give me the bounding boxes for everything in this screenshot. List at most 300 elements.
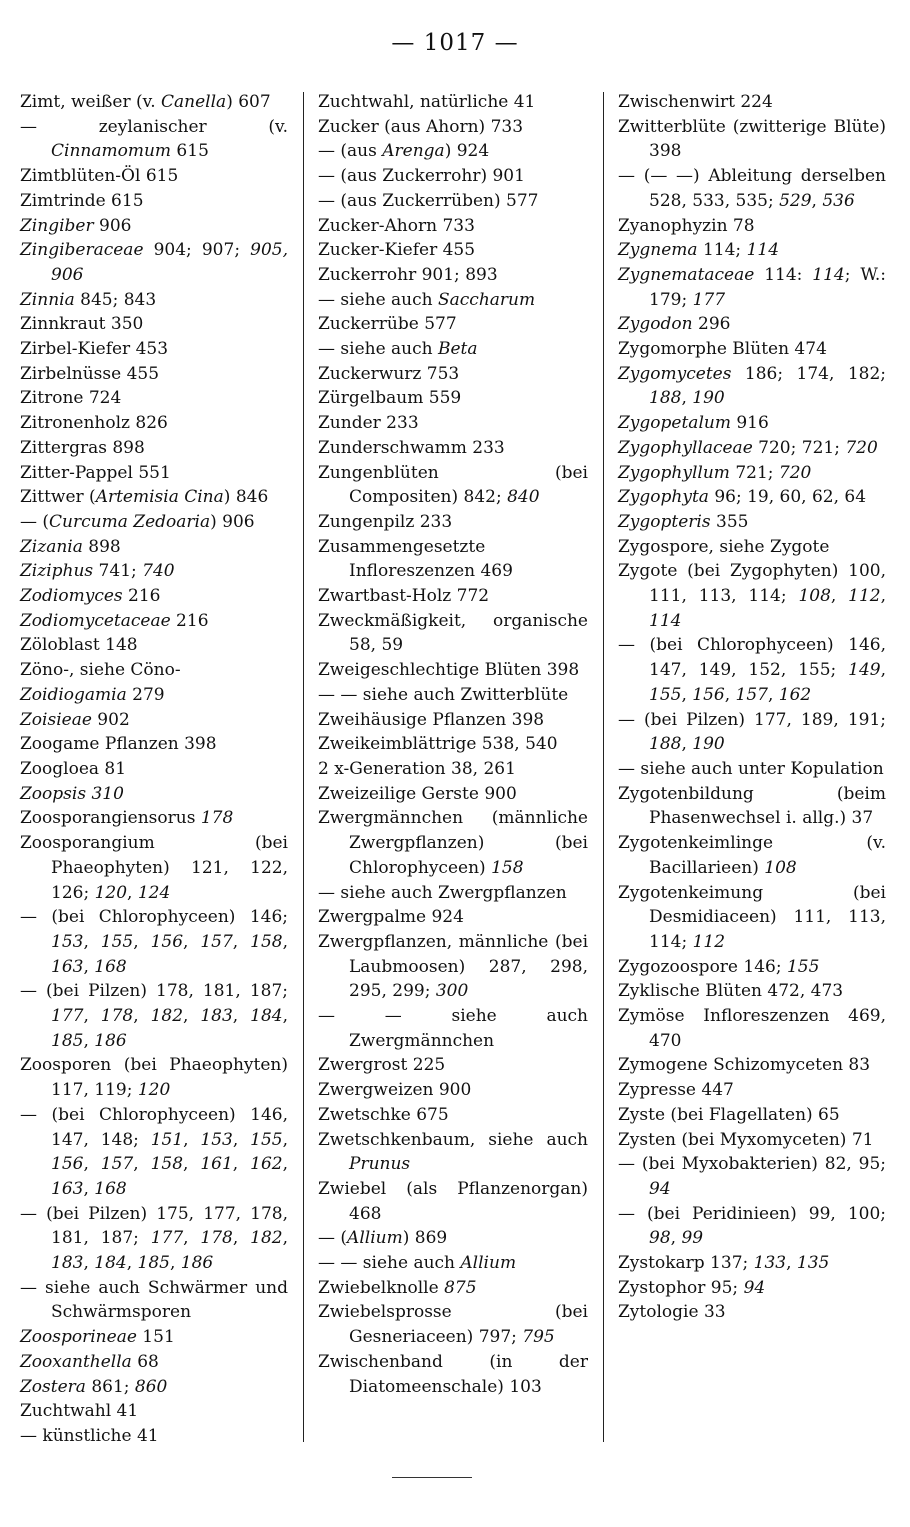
index-entry [20, 1424, 288, 1449]
index-entry-text: , [811, 190, 823, 211]
index-entry-text: Zygospore, siehe Zygote [618, 536, 830, 557]
index-entry [618, 362, 886, 411]
index-entry [20, 1375, 288, 1400]
index-entry-text: 168 [94, 1178, 127, 1199]
index-entry-text: , [183, 1129, 201, 1150]
index-entry-text: 99 [681, 1228, 704, 1249]
index-entry-text: 216 [122, 586, 161, 607]
index-entry [618, 1202, 886, 1251]
index-entry-text: Zyste (bei Flagellaten) 65 [618, 1104, 840, 1125]
index-entry-text: Zytologie 33 [618, 1302, 726, 1323]
index-entry-text: Zucker-Kiefer 455 [318, 240, 476, 261]
index-entry-text: Zweihäusige Pflanzen 398 [318, 709, 545, 730]
index-entry [318, 436, 588, 461]
index-entry-text: Zygophyta [618, 487, 709, 508]
column-divider [303, 92, 304, 1442]
index-entry [618, 1128, 886, 1153]
index-entry-text: 151 [150, 1129, 184, 1150]
index-entry [318, 806, 588, 880]
index-entry [318, 214, 588, 239]
index-entry-text: , [183, 1228, 201, 1249]
index-entry [318, 1103, 588, 1128]
index-entry-text: 188 [649, 388, 682, 409]
index-entry-text: , [786, 1253, 797, 1274]
index-entry-text: 114 [812, 264, 845, 285]
index-entry-text: Zingiberaceae [20, 240, 144, 261]
index-entry-text: 177 [150, 1228, 184, 1249]
index-entry-text: Zirbelnüsse 455 [20, 363, 160, 384]
index-entry-text: Zweckmäßigkeit, organische 58, 59 [318, 610, 588, 656]
index-entry-text: 163 [51, 956, 84, 977]
index-entry-text: Zuckerwurz 753 [318, 363, 460, 384]
index-entry-text: 906 [93, 215, 132, 236]
index-entry-text: Cinnamomum [51, 141, 172, 162]
index-entry [20, 658, 288, 683]
index-entry-text: Zygophyllum [618, 462, 730, 483]
index-entry-text: Zwergweizen 900 [318, 1080, 472, 1101]
index-entry [20, 535, 288, 560]
index-entry-text: 120 [137, 1080, 171, 1101]
index-entry-text: 155 [786, 956, 820, 977]
index-entry [20, 1103, 288, 1202]
index-entry-text: , [232, 1154, 251, 1175]
index-entry-text: Zygnema [618, 240, 698, 261]
index-entry-text: Zoosporen (bei Phaeophyten) 117, 119; [20, 1055, 288, 1101]
index-entry-text: Allium [347, 1228, 403, 1249]
index-entry [20, 609, 288, 634]
index-entry-text: — siehe auch Zwergpflanzen [318, 882, 567, 903]
index-entry [20, 485, 288, 510]
index-entry-text: Zymogene Schizomyceten 83 [618, 1055, 871, 1076]
index-entry-text: 162 [250, 1154, 283, 1175]
index-entry-text: , [880, 586, 887, 607]
index-entry-text: Zucker-Ahorn 733 [318, 215, 475, 236]
index-entry-text: ) 869 [402, 1228, 448, 1249]
index-entry-text: Zygopetalum [618, 413, 731, 434]
index-entry-text: 740 [142, 561, 175, 582]
index-entry-text: , [83, 1006, 101, 1027]
index-entry-text: Zizania [20, 536, 83, 557]
index-entry-text: 158 [491, 857, 524, 878]
index-entry-text: Zweigeschlechtige Blüten 398 [318, 660, 580, 681]
index-entry-text: 151 [136, 1327, 175, 1348]
index-entry-text: Zwiebelknolle [318, 1277, 445, 1298]
index-entry-text: , [767, 684, 779, 705]
index-entry-text: , [83, 1030, 95, 1051]
index-entry-text: Zunderschwamm 233 [318, 437, 505, 458]
index-entry [618, 535, 886, 560]
index-entry-text: Allium [460, 1253, 517, 1274]
index-entry-text: Zystokarp 137; [618, 1253, 754, 1274]
index-entry-text: Zygote (bei Zygophyten) 100, 111, 113, 114; [618, 561, 886, 607]
footer-rule [392, 1477, 472, 1478]
index-entry-text: Zygotenkeimlinge (v. Bacillarieen) [618, 833, 886, 878]
index-entry-text: 108 [798, 586, 831, 607]
index-entry-text: 162 [778, 684, 812, 705]
index-entry-text: 2 x-Generation 38, 261 [318, 758, 516, 779]
index-entry-text: 916 [730, 413, 769, 434]
index-entry-text: , [880, 660, 886, 681]
index-entry-text: Zodiomycetaceae [20, 610, 171, 631]
index-entry [20, 362, 288, 387]
index-entry-text: 157 [200, 931, 233, 952]
index-entry [20, 1350, 288, 1375]
index-entry-text: Zuchtwahl 41 [20, 1401, 139, 1422]
index-entry-text: , [183, 1006, 201, 1027]
index-entry-text: , [232, 1228, 251, 1249]
index-entry-text: 183 [51, 1253, 84, 1274]
index-entry [318, 1053, 588, 1078]
index-entry [618, 312, 886, 337]
index-entry-text: 156 [51, 1154, 84, 1175]
index-entry-text: Zygozoospore 146; [618, 956, 787, 977]
index-entry-text: , [83, 1178, 95, 1199]
index-entry-text: 133 [753, 1253, 787, 1274]
index-entry [20, 312, 288, 337]
index-entry-text: Zusammengesetzte Infloreszenzen 469 [318, 536, 513, 582]
index-entry [618, 1078, 886, 1103]
index-entry-text: , [282, 1129, 288, 1150]
index-entry-text: — zeylanischer (v. [20, 116, 288, 137]
index-entry-text: — (bei Pilzen) 175, 177, 178, 181, 187; [20, 1203, 288, 1249]
index-entry-text: Prunus [349, 1154, 411, 1175]
index-entry [618, 238, 886, 263]
index-entry-text: Zinnkraut 350 [20, 314, 144, 335]
index-entry-text: Zucker (aus Ahorn) 733 [318, 116, 524, 137]
index-entry-text: , [282, 931, 288, 952]
index-entry-text: Zymöse Infloreszenzen 469, 470 [618, 1006, 886, 1051]
index-entry [318, 1128, 588, 1177]
index-entry [20, 461, 288, 486]
index-entry [20, 584, 288, 609]
index-entry [618, 1053, 886, 1078]
index-entry-text: — (bei Pilzen) 178, 181, 187; [20, 981, 288, 1002]
index-entry [318, 411, 588, 436]
index-entry [20, 708, 288, 733]
index-entry [618, 782, 886, 831]
index-entry-text: , [681, 684, 693, 705]
index-entry-text: 161 [200, 1154, 233, 1175]
index-entry [318, 535, 588, 584]
index-entry-text: 904; 907; [143, 240, 251, 261]
index-entry [318, 708, 588, 733]
index-entry-text: — (bei Chlorophyceen) 146, 147, 149, 152, 155; [618, 635, 886, 681]
index-entry [318, 905, 588, 930]
index-entry-text: 177 [51, 1006, 84, 1027]
index-entry-text: Zittergras 898 [20, 437, 145, 458]
index-entry [318, 1226, 588, 1251]
index-entry-text: — siehe auch [318, 339, 438, 360]
index-entry-text: Zygodon [618, 314, 693, 335]
index-entry-text: 186 [180, 1253, 214, 1274]
index-entry-text: Zungenpilz 233 [318, 511, 453, 532]
index-entry-text: 216 [170, 610, 209, 631]
index-entry-text: Zyklische Blüten 472, 473 [618, 981, 844, 1002]
index-entry-text: , [830, 586, 849, 607]
index-entry [318, 189, 588, 214]
index-entry-text: 156 [692, 684, 725, 705]
index-entry [618, 164, 886, 213]
index-entry [20, 1202, 288, 1276]
index-entry-text: , [83, 956, 95, 977]
index-entry-text: 114; [697, 240, 747, 261]
index-entry [20, 337, 288, 362]
index-entry [318, 238, 588, 263]
index-entry-text: Zöloblast 148 [20, 635, 138, 656]
index-entry-text: Zodiomyces [20, 586, 123, 607]
index-entry-text: , [232, 1006, 251, 1027]
index-entry [618, 559, 886, 633]
index-entry-text: Zwergmännchen (männliche Zwergpflanzen) (bei Chlorophyceen) [318, 808, 588, 878]
index-entry [20, 683, 288, 708]
index-entry-text: 536 [822, 190, 855, 211]
index-entry-text: 905, 906 [51, 240, 288, 285]
index-entry [618, 633, 886, 707]
index-entry [318, 1300, 588, 1349]
index-column-1 [20, 90, 288, 1450]
index-entry-text: Zimtrinde 615 [20, 190, 144, 211]
index-entry [318, 1251, 588, 1276]
index-entry-text: — ( [318, 1228, 348, 1249]
index-entry-text: Zygopteris [618, 511, 711, 532]
index-entry-text: 902 [91, 709, 130, 730]
index-entry-text: 720; 721; [752, 437, 846, 458]
index-entry-text: 114 [746, 240, 780, 261]
index-entry-text: Zoosporangiensorus [20, 808, 201, 829]
index-entry [20, 214, 288, 239]
index-entry-text: , [183, 931, 201, 952]
index-entry-text: , [127, 882, 138, 903]
index-entry-text: Zwischenband (in der Diatomeenschale) 103 [318, 1351, 588, 1397]
index-entry-text: , [232, 1129, 251, 1150]
index-entry [318, 782, 588, 807]
index-entry-text: 190 [692, 388, 725, 409]
index-entry-text: 840 [507, 487, 540, 508]
index-entry-text: Zuckerrohr 901; 893 [318, 264, 498, 285]
index-entry [20, 633, 288, 658]
index-entry [318, 90, 588, 115]
index-entry [20, 386, 288, 411]
index-entry-text: 186 [94, 1030, 127, 1051]
index-entry-text: Zweizeilige Gerste 900 [318, 783, 517, 804]
index-entry-text: , [670, 1228, 682, 1249]
index-entry [20, 559, 288, 584]
index-entry-text: Zitrone 724 [20, 388, 122, 409]
index-entry-text: — (bei Chlorophyceen) 146, 147, 148; [20, 1104, 288, 1150]
index-entry-text: 310 [91, 783, 124, 804]
index-entry [318, 881, 588, 906]
index-entry-text: , [681, 734, 693, 755]
index-entry [20, 411, 288, 436]
index-entry [618, 1251, 886, 1276]
index-entry [20, 831, 288, 905]
index-entry [618, 1276, 886, 1301]
index-entry [618, 411, 886, 436]
page-number: — 1017 — [391, 30, 519, 56]
index-entry-text: Zoogame Pflanzen 398 [20, 734, 217, 755]
index-entry-text: Zweikeimblättrige 538, 540 [318, 734, 558, 755]
index-entry-text: 182 [150, 1006, 184, 1027]
index-entry [618, 1152, 886, 1201]
index-entry-text: 190 [692, 734, 725, 755]
index-entry-text: 300 [435, 981, 469, 1002]
index-entry-text: Zwergpalme 924 [318, 907, 464, 928]
index-entry-text: Artemisia Cina [95, 487, 224, 508]
index-column-3 [618, 90, 886, 1450]
index-entry-text: Zypresse 447 [618, 1080, 734, 1101]
index-entry-text: — siehe auch [318, 289, 438, 310]
index-entry [618, 708, 886, 757]
index-entry-text: , [169, 1253, 181, 1274]
index-entry-text: 157 [100, 1154, 134, 1175]
index-entry-text: 296 [692, 314, 731, 335]
index-entry-text: — (bei Pilzen) 177, 189, 191; [618, 709, 886, 730]
index-entry [20, 288, 288, 313]
index-entry-text: Zoosporangium (bei Phaeophyten) 121, 122, 126; [20, 833, 288, 903]
index-entry-text: 615 [171, 141, 209, 162]
index-entry [20, 510, 288, 535]
index-entry [318, 263, 588, 288]
index-entry-text: Zoogloea 81 [20, 758, 127, 779]
index-entry [618, 1103, 886, 1128]
index-entry-text: — siehe auch Schwärmer und Schwärmsporen [20, 1277, 288, 1323]
index-entry-text: Zitter-Pappel 551 [20, 462, 171, 483]
index-entry [20, 1325, 288, 1350]
index-entry [318, 584, 588, 609]
index-entry-text: 158 [250, 931, 283, 952]
index-entry-text: , [232, 931, 251, 952]
index-entry-text: Zuckerrübe 577 [318, 314, 457, 335]
index-entry [20, 115, 288, 164]
index-entry [318, 757, 588, 782]
index-entry [618, 337, 886, 362]
index-entry-text: 279 [126, 684, 165, 705]
index-entry [318, 337, 588, 362]
index-entry-text: Zysten (bei Myxomyceten) 71 [618, 1129, 874, 1150]
index-entry-text: Beta [438, 339, 478, 360]
index-entry-text: Zingiber [20, 215, 94, 236]
index-entry-text: 178 [200, 1228, 233, 1249]
index-entry-text: — — siehe auch [318, 1253, 461, 1274]
index-entry-text: — (aus [318, 141, 383, 162]
index-entry-text: Zooxanthella [20, 1351, 132, 1372]
index-entry [20, 436, 288, 461]
index-entry-text: Zystophor 95; [618, 1277, 744, 1298]
index-entry-text: , [681, 388, 693, 409]
index-entry-text: Zwergrost 225 [318, 1055, 446, 1076]
index-entry-text: Zygotenbildung (beim Phasenwechsel i. allg.) 37 [618, 783, 886, 829]
index-entry [20, 757, 288, 782]
index-entry-text: Zwetschkenbaum, siehe auch [318, 1129, 588, 1150]
index-entry-text: Zürgelbaum 559 [318, 388, 462, 409]
index-entry-text: Zyanophyzin 78 [618, 215, 755, 236]
index-entry-text: 185 [137, 1253, 170, 1274]
index-entry-text: Curcuma Zedoaria [49, 511, 211, 532]
index-entry-text: Zwischenwirt 224 [618, 92, 773, 112]
index-entry-text: 112 [848, 586, 881, 607]
index-entry-text: Zungenblüten (bei Compositen) 842; [318, 462, 588, 508]
index-entry-text: 108 [764, 857, 797, 878]
index-entry-text: Zirbel-Kiefer 453 [20, 339, 169, 360]
index-entry-text: Zöno-, siehe Cöno- [20, 660, 181, 681]
index-entry-text: Ziziphus [20, 561, 94, 582]
index-entry-text: Zoopsis [20, 783, 87, 804]
index-entry [318, 930, 588, 1004]
index-entry-text: Zoidiogamia [20, 684, 127, 705]
index-entry-text: 135 [796, 1253, 830, 1274]
index-entry-text: Zwetschke 675 [318, 1104, 449, 1125]
index-entry [318, 732, 588, 757]
index-entry [318, 1078, 588, 1103]
index-entry-text: Canella [161, 92, 227, 112]
index-entry-text: 155 [250, 1129, 283, 1150]
index-entry-text: 153 [51, 931, 84, 952]
index-entry-text: — (bei Peridinieen) 99, 100; [618, 1203, 886, 1224]
index-entry-text: Zygotenkeimung (bei Desmidiaceen) 111, 113, 114; [618, 882, 886, 952]
index-column-2 [318, 90, 588, 1450]
index-entry [318, 1177, 588, 1226]
index-entry-text: 177 [692, 289, 726, 310]
index-entry-text: 68 [131, 1351, 159, 1372]
index-entry [20, 90, 288, 115]
index-entry [20, 1399, 288, 1424]
index-entry-text: 795 [522, 1327, 555, 1348]
index-entry [318, 658, 588, 683]
index-entry [618, 757, 886, 782]
index-entry-text: ; W.: 179; [649, 264, 887, 310]
index-entry-text: 845; 843 [74, 289, 157, 310]
index-entry-text: — (aus Zuckerrohr) 901 [318, 166, 525, 187]
index-entry-text: 157 [735, 684, 768, 705]
index-entry-text: Zinnia [20, 289, 75, 310]
index-entry-text: 188 [649, 734, 682, 755]
index-entry-text: 96; 19, 60, 62, 64 [708, 487, 867, 508]
index-entry [318, 115, 588, 140]
index-entry-text: , [282, 1228, 288, 1249]
index-entry [318, 164, 588, 189]
index-entry [20, 806, 288, 831]
index-entry-text: 114: [754, 264, 813, 285]
index-entry [618, 831, 886, 880]
index-entry-text: 94 [649, 1178, 671, 1199]
index-entry-text: , [83, 1253, 95, 1274]
index-entry-text: ) 846 [223, 487, 269, 508]
index-entry-text: Zwiebel (als Pflanzenorgan) 468 [318, 1178, 588, 1224]
index-entry-text: Zygomorphe Blüten 474 [618, 339, 827, 360]
index-entry [318, 362, 588, 387]
index-entry [618, 263, 886, 312]
index-entry [318, 609, 588, 658]
index-entry-text: 183 [200, 1006, 233, 1027]
index-entry-text: — — siehe auch Zwergmännchen [318, 1006, 588, 1051]
index-entry-text: Zwergpflanzen, männliche (bei Laubmoosen) 287, 298, 295, 299; [318, 931, 588, 1002]
index-entry [618, 1004, 886, 1053]
index-entry-text: Zygnemataceae [618, 264, 755, 285]
index-entry-text: 153 [200, 1129, 233, 1150]
index-entry-text: Zostera [20, 1376, 86, 1397]
index-entry-text: — ( [20, 511, 50, 532]
index-entry-text: 720 [845, 437, 878, 458]
index-entry [318, 288, 588, 313]
index-entry-text: 182 [250, 1228, 283, 1249]
index-entry-text: — (aus Zuckerrüben) 577 [318, 190, 539, 211]
index-entry [318, 139, 588, 164]
index-entry-text: , [183, 1154, 201, 1175]
index-entry-text: — (bei Myxobakterien) 82, 95; [618, 1154, 886, 1175]
index-entry-text: , [133, 1006, 151, 1027]
index-entry [318, 1004, 588, 1053]
index-entry [318, 312, 588, 337]
